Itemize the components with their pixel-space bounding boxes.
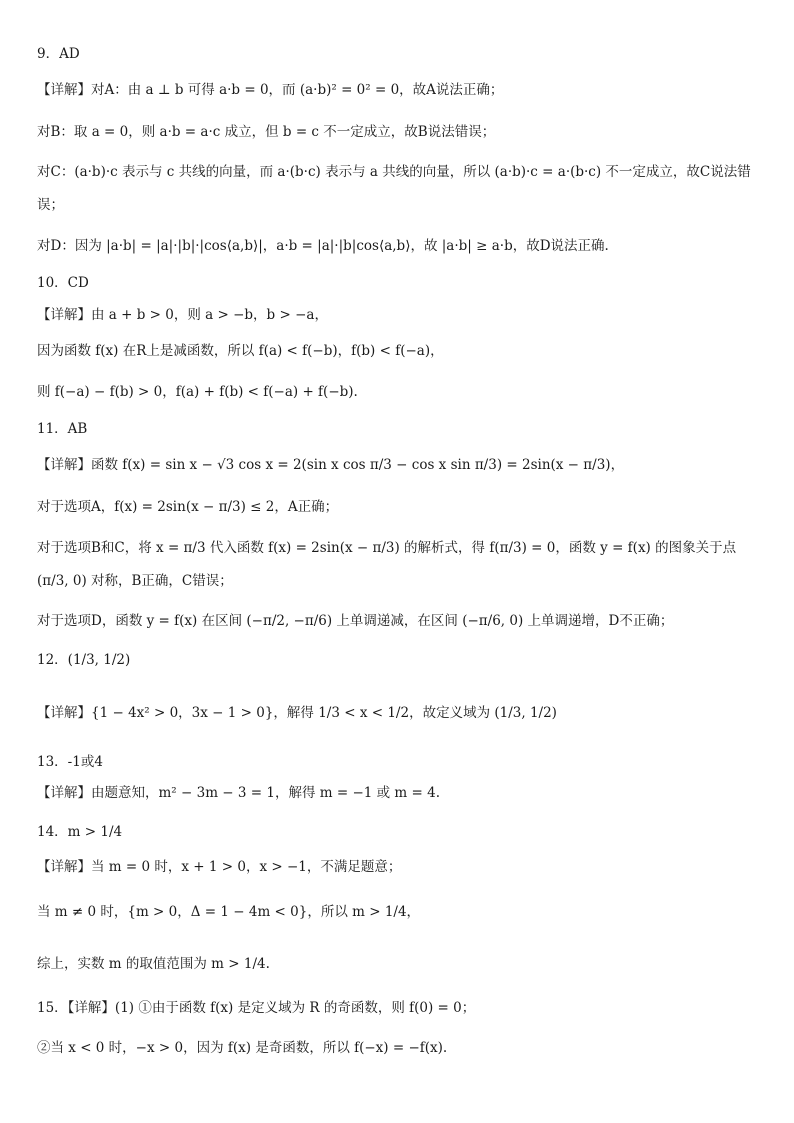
q10-detail-3: 则 f(−a) − f(b) > 0，f(a) + f(b) < f(−a) + f(−b). — [37, 384, 358, 400]
q10-detail-1: 【详解】由 a + b > 0，则 a > −b，b > −a， — [37, 307, 328, 323]
q15-detail-2: ②当 x < 0 时，−x > 0，因为 f(x) 是奇函数，所以 f(−x) = −f(x). — [37, 1040, 448, 1056]
q11-answer: 11．AB — [37, 421, 88, 437]
q15-detail-1: 15．【详解】(1) ①由于函数 f(x) 是定义域为 R 的奇函数，则 f(0) = 0； — [37, 1000, 476, 1016]
q9-detail-a: 【详解】对A：由 a ⊥ b 可得 a·b = 0，而 (a·b)² = 0² = 0，故A说法正确； — [37, 82, 504, 98]
q14-detail-1: 【详解】当 m = 0 时，x + 1 > 0，x > −1，不满足题意； — [37, 859, 402, 875]
q11-detail-2: 对于选项A，f(x) = 2sin(x − π/3) ≤ 2，A正确； — [37, 499, 339, 515]
q10-detail-2: 因为函数 f(x) 在R上是减函数，所以 f(a) < f(−b)，f(b) < f(−a)， — [37, 343, 444, 359]
q9-answer: 9．AD — [37, 46, 80, 62]
q13-detail: 【详解】由题意知，m² − 3m − 3 = 1，解得 m = −1 或 m = 4. — [37, 785, 441, 801]
q11-detail-1: 【详解】函数 f(x) = sin x − √3 cos x = 2(sin x cos π/3 − cos x sin π/3) = 2sin(x − π/3)， — [37, 457, 625, 473]
q12-answer: 12．(1/3, 1/2) — [37, 652, 131, 668]
q10-answer: 10．CD — [37, 275, 89, 291]
q14-answer: 14．m > 1/4 — [37, 824, 123, 840]
q13-answer: 13．-1或4 — [37, 754, 103, 770]
q9-detail-b: 对B：取 a = 0，则 a·b = a·c 成立，但 b = c 不一定成立，故B说法错误； — [37, 124, 496, 140]
q9-detail-d: 对D：因为 |a·b| = |a|·|b|·|cos⟨a,b⟩|，a·b = |a|·|b|cos⟨a,b⟩，故 |a·b| ≥ a·b，故D说法正确. — [37, 238, 609, 254]
q14-detail-2: 当 m ≠ 0 时，{m > 0，Δ = 1 − 4m < 0}，所以 m > 1/4， — [37, 904, 421, 920]
q11-detail-4: 对于选项D，函数 y = f(x) 在区间 (−π/2, −π/6) 上单调递减，在区间 (−π/6, 0) 上单调递增，D不正确； — [37, 613, 674, 629]
q11-detail-3: 对于选项B和C，将 x = π/3 代入函数 f(x) = 2sin(x − π/3) 的解析式，得 f(π/3) = 0，函数 y = f(x) 的图象关于点 (π/3, 0) 对称，B正确，C错误； — [37, 540, 737, 589]
q14-detail-3: 综上，实数 m 的取值范围为 m > 1/4. — [37, 956, 270, 972]
q12-detail: 【详解】{1 − 4x² > 0，3x − 1 > 0}，解得 1/3 < x < 1/2，故定义域为 (1/3, 1/2) — [37, 705, 557, 721]
q9-detail-c: 对C：(a·b)·c 表示与 c 共线的向量，而 a·(b·c) 表示与 a 共线的向量，所以 (a·b)·c = a·(b·c) 不一定成立，故C说法错误； — [37, 164, 751, 213]
